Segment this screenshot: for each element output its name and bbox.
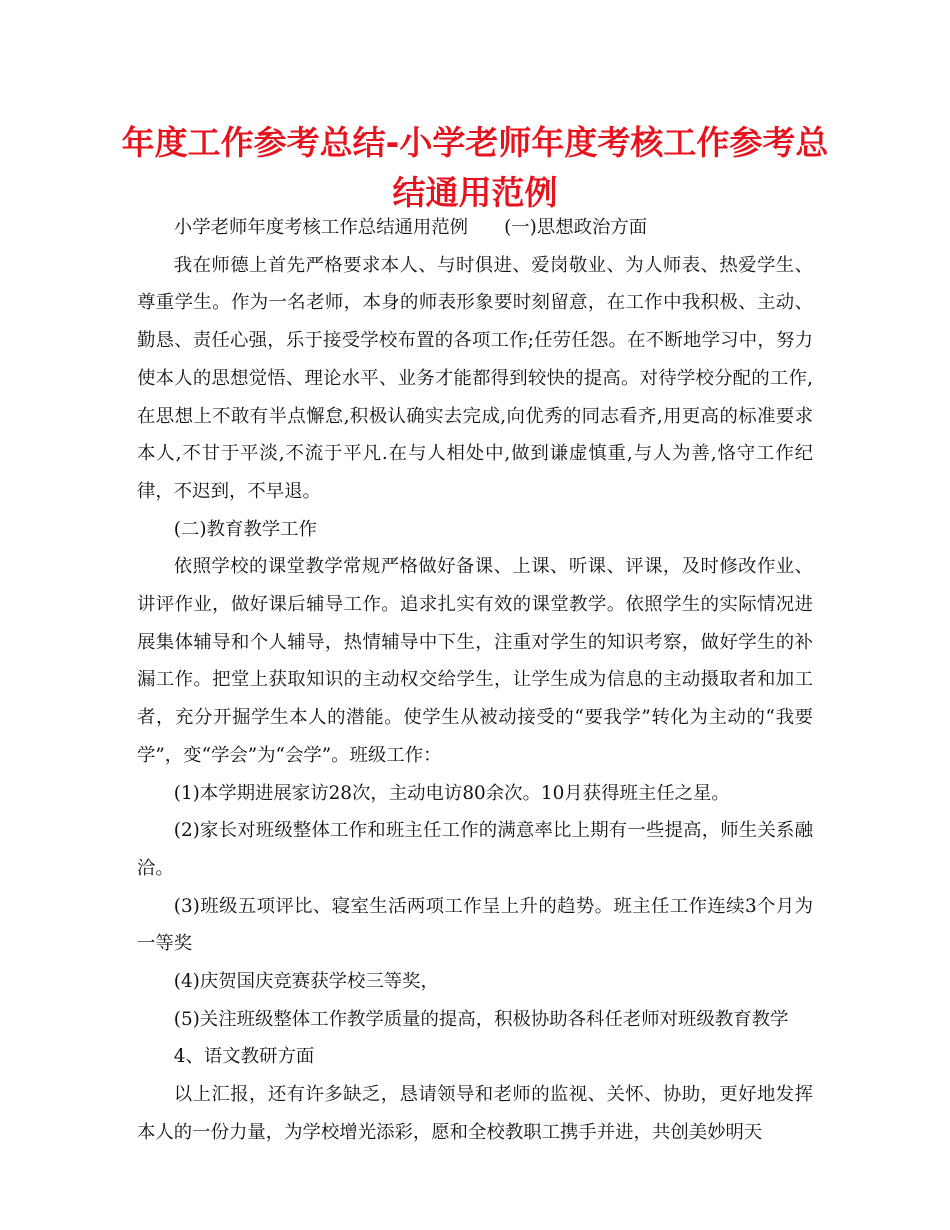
paragraph-teaching: 依照学校的课堂教学常规严格做好备课、上课、听课、评课，及时修改作业、讲评作业，做好课后辅导工作。追求扎实有效的课堂教学。依照学生的实际情况进展集体辅导和个人辅导，热情辅导中下生，注重对学生的知识考察，做好学生的补漏工作。把堂上获取知识的主动权交给学生，让学生成为信息的主动摄取者和加工者，充分开掘学生本人的潜能。使学生从被动接受的“要我学”转化为主动的“我要学”，变“学会”为“会学”。班级工作： [137, 556, 813, 766]
list-item-national-day-award: (4)庆贺国庆竞赛获学校三等奖， [173, 971, 439, 993]
list-item-class-evaluation: (3)班级五项评比、寝室生活两项工作呈上升的趋势。班主任工作连续3个月为一等奖 [137, 895, 813, 955]
paragraph-ethics: 我在师德上首先严格要求本人、与时俱进、爱岗敬业、为人师表、热爱学生、尊重学生。作为一名老师，本身的师表形象要时刻留意，在工作中我积极、主动、勤恳、责任心强，乐于接受学校布置的各项工作;任劳任怨。在不断地学习中，努力使本人的思想觉悟、理论水平、业务才能都得到较快的提高。对待学校分配的工作,在思想上不敢有半点懈怠,积极认确实去完成,向优秀的同志看齐,用更高的标准要求本人,不甘于平淡,不流于平凡.在与人相处中,做到谦虚慎重,与人为善,恪守工作纪律，不迟到，不早退。 [137, 254, 813, 502]
paragraph-closing: 以上汇报，还有许多缺乏，恳请领导和老师的监视、关怀、协助，更好地发挥本人的一份力量，为学校增光添彩，愿和全校教职工携手并进，共创美妙明天 [137, 1084, 813, 1143]
document-body [137, 209, 813, 1152]
intro-line [137, 209, 813, 247]
list-item-home-visits: (1)本学期进展家访28次，主动电访80余次。10月获得班主任之星。 [173, 782, 730, 804]
document-title: 年度工作参考总结-小学老师年度考核工作参考总结通用范例 [121, 123, 829, 212]
section-heading-chinese-research: 4、语文教研方面 [173, 1046, 315, 1068]
list-item-parent-satisfaction: (2)家长对班级整体工作和班主任工作的满意率比上期有一些提高，师生关系融洽。 [137, 820, 813, 879]
intro-heading: 小学老师年度考核工作总结通用范例 [173, 217, 469, 238]
list-item-quality-focus: (5)关注班级整体工作教学质量的提高，积极协助各科任老师对班级教育教学 [173, 1008, 789, 1030]
section-heading-teaching: (二)教育教学工作 [173, 518, 317, 540]
section-heading-political: (一)思想政治方面 [504, 217, 648, 238]
